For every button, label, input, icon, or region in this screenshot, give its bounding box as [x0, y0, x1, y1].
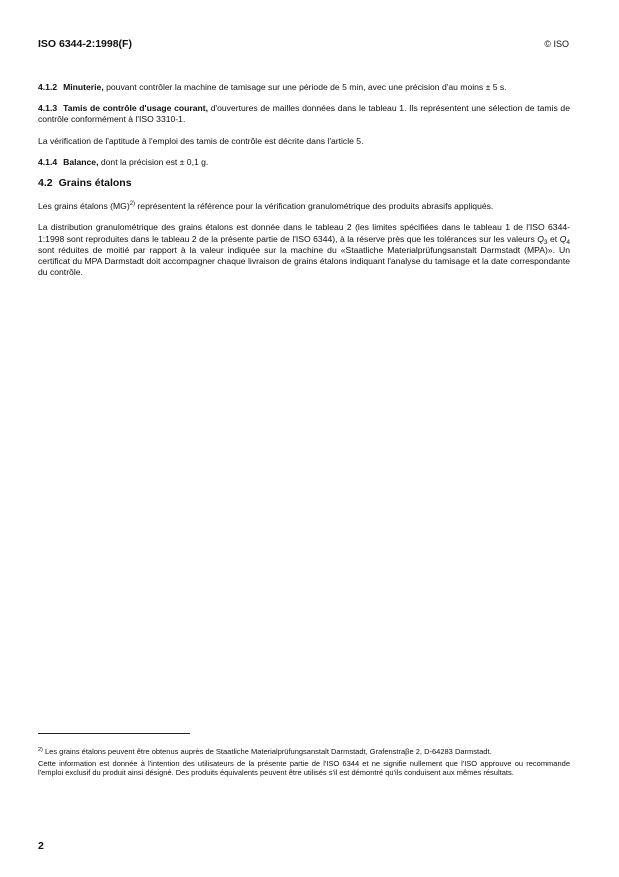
footnote-mark: 2) [38, 747, 43, 753]
q4-symbol: Q [559, 233, 567, 244]
footnote-note: Cette information est donnée à l'intention des utilisateurs de la présente partie de l'ISO 6344 et ne signifie nullement que l'ISO approuve ou recommande l'emploi exclusif du produit ainsi désigné. Des produits équivalents peuvent être utilisés s'il est démontré qu'ils conduisent aux mêmes résultats. [38, 758, 570, 778]
footnotes [38, 747, 570, 780]
paragraph-text: représentent la référence pour la vérification granulométrique des produits abrasifs appliqués. [135, 201, 494, 212]
q3-symbol: Q [537, 233, 544, 244]
section-heading-4-2 [38, 178, 570, 189]
footnote-2 [38, 747, 570, 757]
reference-grains-paragraph [38, 201, 570, 212]
footnote-separator [38, 733, 190, 734]
paragraph-text: La distribution granulométrique des grains étalons est donnée dans le tableau 2 (les limites spécifiées dans le tableau 1 de l'ISO 6344-1:1998 sont reproduites dans le tableau 2 de la présente partie de l'ISO 6344), à la réserve près que les tolérances sur les valeurs [38, 222, 570, 244]
main-content [38, 82, 570, 288]
clause-title: Tamis de contrôle d'usage courant, [63, 103, 209, 114]
section-title: Grains étalons [58, 177, 132, 190]
clause-number: 4.1.4 [38, 156, 58, 167]
clause-number: 4.1.3 [38, 103, 58, 114]
paragraph-text: et [547, 233, 560, 244]
clause-text: pouvant contrôler la machine de tamisage sur une période de 5 min, avec une précision d'au moins ± 5 s. [103, 82, 507, 92]
copyright-mark: © ISO [544, 39, 569, 49]
clause-text: dont la précision est ± 0,1 g. [98, 156, 209, 167]
paragraph-text: Les grains étalons (MG) [38, 201, 130, 212]
clause-4-1-2 [38, 82, 570, 93]
distribution-paragraph [38, 222, 570, 278]
footnote-text: Les grains étalons peuvent être obtenus auprès de Staatliche Materialprüfungsanstalt Darmstadt, Grafenstraβe 2, D-64283 Darmstadt. [42, 747, 492, 756]
footnote-ref: 2) [129, 201, 136, 208]
page-number: 2 [38, 840, 44, 852]
verification-paragraph: La vérification de l'aptitude à l'emploi des tamis de contrôle est décrite dans l'article 5. [38, 135, 364, 146]
paragraph-text: sont réduites de moitié par rapport à la valeur indiquée sur la machine du «Staatliche Materialprüfungsanstalt Darmstadt (MPA)». Un certificat du MPA Darmstadt doit accompagner chaque livraison de grains étalons indiquant l'analyse du tamisage et la date correspondante du contrôle. [38, 244, 570, 278]
q3-subscript: 3 [543, 238, 548, 246]
clause-title: Balance, [63, 156, 99, 167]
clause-4-1-3 [38, 103, 570, 125]
q4-subscript: 4 [566, 238, 570, 246]
clause-number: 4.1.2 [38, 82, 58, 92]
document-id: ISO 6344-2:1998(F) [38, 38, 132, 50]
clause-title: Minuterie, [63, 82, 104, 92]
section-number: 4.2 [38, 177, 53, 190]
clause-4-1-4 [38, 157, 570, 168]
clause-text: d'ouvertures de mailles données dans le tableau 1. Ils représentent une sélection de tamis de contrôle conformément à l'ISO 3310-1. [38, 103, 570, 125]
